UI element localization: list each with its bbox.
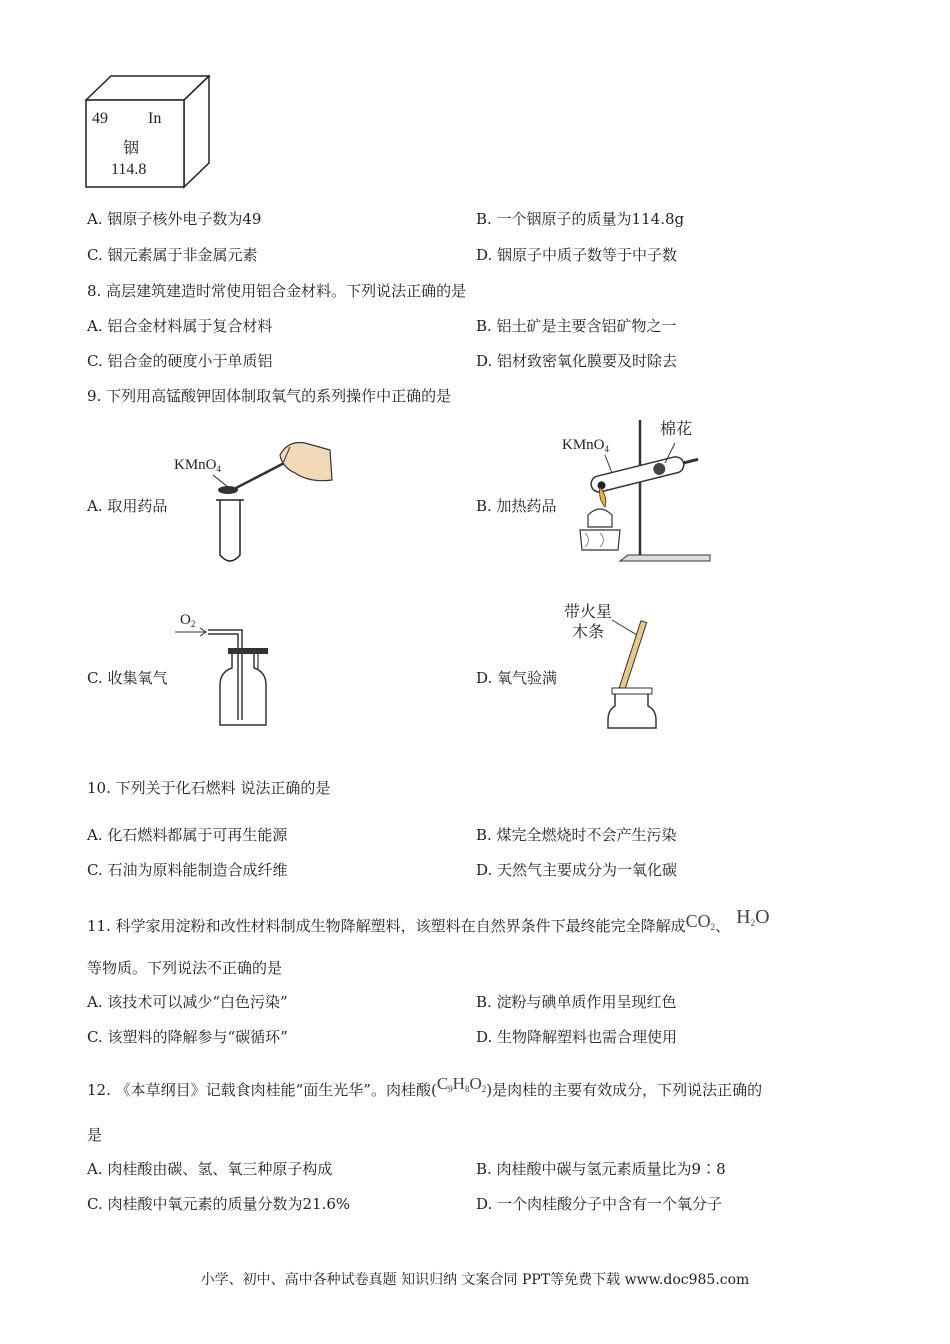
q11-stem-text: 11. 科学家用淀粉和改性材料制成生物降解塑料，该塑料在自然界条件下最终能完全降解成 (87, 917, 686, 935)
q8-option-b[interactable]: B. 铝土矿是主要含铝矿物之一 (476, 317, 677, 335)
figure-check-full (560, 598, 680, 733)
cotton-label: 棉花 (660, 419, 693, 438)
q9-option-c[interactable]: C. 收集氧气 (87, 669, 168, 687)
q12-stem-text-2: )是肉桂的主要有效成分，下列说法正确的 (486, 1081, 763, 1099)
kmno4-label-a: KMnO$_4$ (174, 457, 222, 474)
q8-stem: 8. 高层建筑建造时常使用铝合金材料。下列说法正确的是 (87, 282, 467, 300)
q10-option-c[interactable]: C. 石油为原料能制造合成纤维 (87, 861, 288, 879)
q9-option-b[interactable]: B. 加热药品 (476, 497, 557, 515)
q10-option-a[interactable]: A. 化石燃料都属于可再生能源 (87, 826, 288, 844)
q8-option-d[interactable]: D. 铝材致密氧化膜要及时除去 (476, 352, 678, 370)
splint-label-line2: 木条 (572, 622, 605, 641)
heating-apparatus-drawing (560, 415, 720, 570)
element-name: 铟 (123, 138, 140, 157)
q11-stem-line1 (87, 907, 770, 937)
q11-option-c[interactable]: C. 该塑料的降解参与“碳循环” (87, 1028, 288, 1046)
q11-option-d[interactable]: D. 生物降解塑料也需合理使用 (476, 1028, 678, 1046)
q11-option-b[interactable]: B. 淀粉与碘单质作用呈现红色 (476, 993, 677, 1011)
q10-option-d[interactable]: D. 天然气主要成分为一氧化碳 (476, 861, 678, 879)
q7-option-d[interactable]: D. 铟原子中质子数等于中子数 (476, 246, 678, 264)
spoon-and-test-tube-drawing (170, 425, 350, 570)
figure-collect-oxygen (170, 610, 280, 735)
q9-option-a[interactable]: A. 取用药品 (87, 497, 168, 515)
q8-option-a[interactable]: A. 铝合金材料属于复合材料 (87, 317, 273, 335)
figure-heat-drug (560, 415, 720, 570)
page-footer: 小学、初中、高中各种试卷真题 知识归纳 文案合同 PPT等免费下载 www.doc985.com (200, 1272, 750, 1288)
atomic-number: 49 (92, 110, 108, 127)
q9-option-d[interactable]: D. 氧气验满 (476, 669, 558, 687)
q7-option-a[interactable]: A. 铟原子核外电子数为49 (87, 210, 262, 228)
q12-stem-line1 (87, 1074, 762, 1100)
q12-option-c[interactable]: C. 肉桂酸中氧元素的质量分数为21.6% (87, 1195, 351, 1213)
q11-stem-line2: 等物质。下列说法不正确的是 (87, 959, 283, 977)
element-symbol: In (148, 110, 162, 127)
q12-option-b[interactable]: B. 肉桂酸中碳与氢元素质量比为9∶8 (476, 1160, 726, 1178)
q12-stem-text: 12. 《本草纲目》记载食肉桂能“面生光华”。肉桂酸( (87, 1081, 437, 1099)
o2-label: $O_2$ (180, 612, 196, 629)
element-card-cube-outline (85, 75, 210, 190)
q11-option-a[interactable]: A. 该技术可以减少“白色污染” (87, 993, 288, 1011)
q7-option-b[interactable]: B. 一个铟原子的质量为114.8g (476, 210, 685, 228)
q12-option-d[interactable]: D. 一个肉桂酸分子中含有一个氧分子 (476, 1195, 723, 1213)
q9-stem: 9. 下列用高锰酸钾固体制取氧气的系列操作中正确的是 (87, 387, 452, 405)
q12-stem-line2: 是 (87, 1126, 103, 1144)
splint-label-line1: 带火星 (564, 602, 613, 621)
q7-option-c[interactable]: C. 铟元素属于非金属元素 (87, 246, 258, 264)
bottle-and-splint-drawing (560, 598, 680, 733)
element-card (85, 75, 210, 190)
q10-stem: 10. 下列关于化石燃料 说法正确的是 (87, 779, 331, 797)
q12-option-a[interactable]: A. 肉桂酸由碳、氢、氧三种原子构成 (87, 1160, 333, 1178)
atomic-mass: 114.8 (111, 161, 147, 178)
q10-option-b[interactable]: B. 煤完全燃烧时不会产生污染 (476, 826, 677, 844)
gas-bottle-drawing (170, 610, 280, 735)
q11-separator: 、 (715, 917, 731, 935)
cinnamic-acid-formula: $C_9H_8O_2$ (436, 1074, 487, 1094)
kmno4-label-b: KMnO$_4$ (562, 437, 610, 454)
q8-option-c[interactable]: C. 铝合金的硬度小于单质铝 (87, 352, 273, 370)
h2o-formula: $H_2O$ (736, 906, 770, 928)
co2-formula: $CO_2$ (685, 911, 716, 932)
figure-take-drug (170, 425, 350, 570)
